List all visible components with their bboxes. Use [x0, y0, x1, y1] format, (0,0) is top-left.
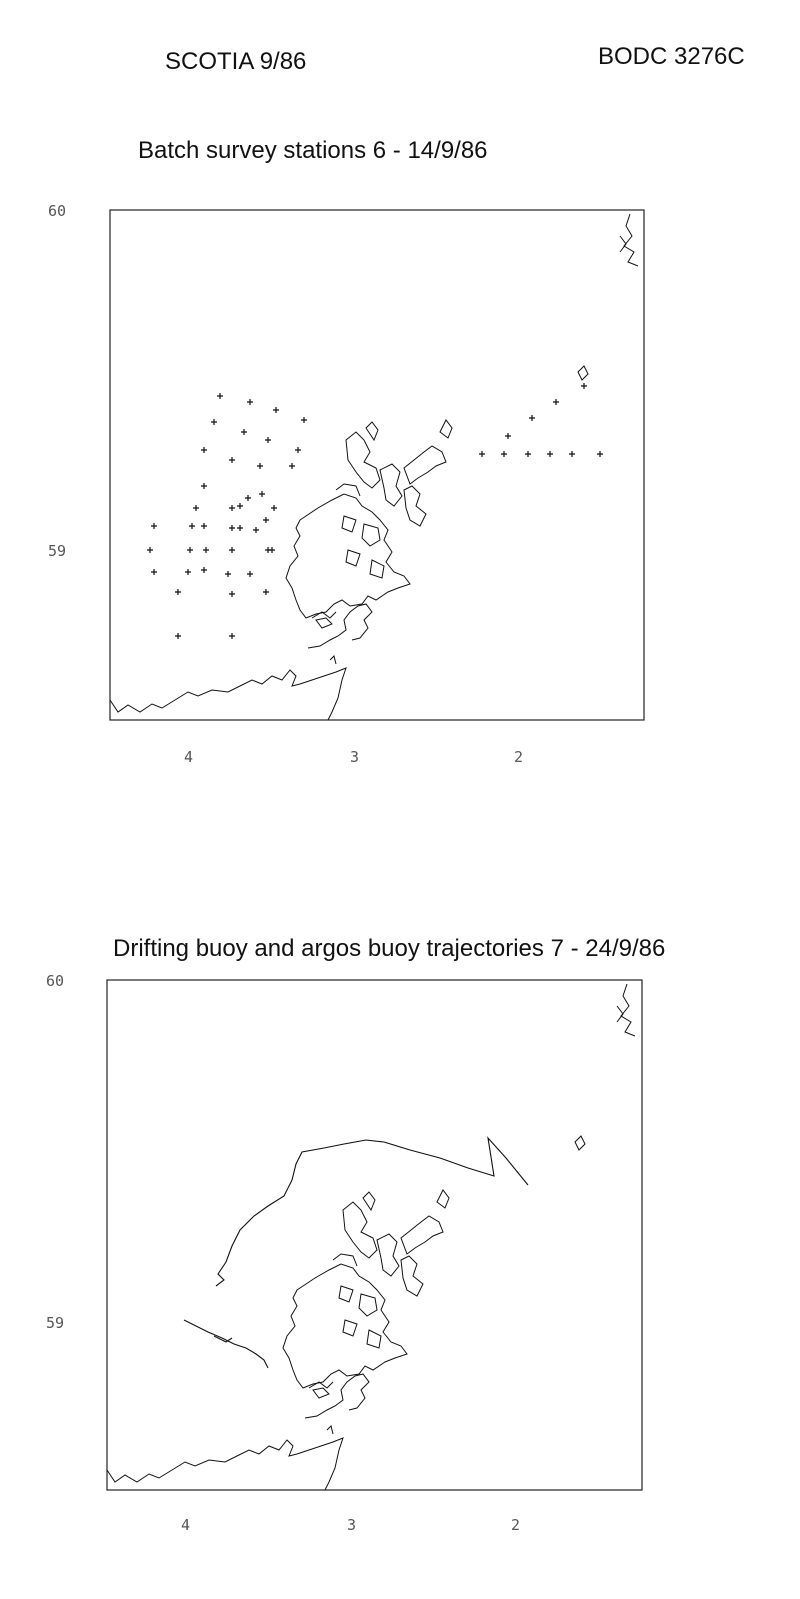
lat-label-60: 60 [46, 972, 65, 990]
buoy-trajectories [184, 1138, 528, 1368]
bodc-reference: BODC 3276C [598, 43, 745, 70]
drifting-buoy-track [184, 1320, 268, 1368]
lat-label-59: 59 [48, 542, 67, 560]
lon-label-3: 3 [350, 748, 360, 766]
coastline [107, 984, 635, 1490]
lon-label-2: 2 [514, 748, 524, 766]
map-title-stations: Batch survey stations 6 - 14/9/86 [138, 137, 488, 164]
lat-label-59: 59 [46, 1314, 65, 1332]
lon-label-2: 2 [511, 1516, 521, 1534]
lon-label-4: 4 [184, 748, 194, 766]
map-frame [107, 980, 642, 1490]
cruise-label: SCOTIA 9/86 [165, 48, 307, 75]
lat-label-60: 60 [48, 202, 67, 220]
lon-label-4: 4 [181, 1516, 191, 1534]
lon-label-3: 3 [347, 1516, 357, 1534]
map-title-trajectories: Drifting buoy and argos buoy trajectories 7 - 24/9/86 [113, 935, 666, 962]
argos-buoy-track [216, 1138, 528, 1286]
